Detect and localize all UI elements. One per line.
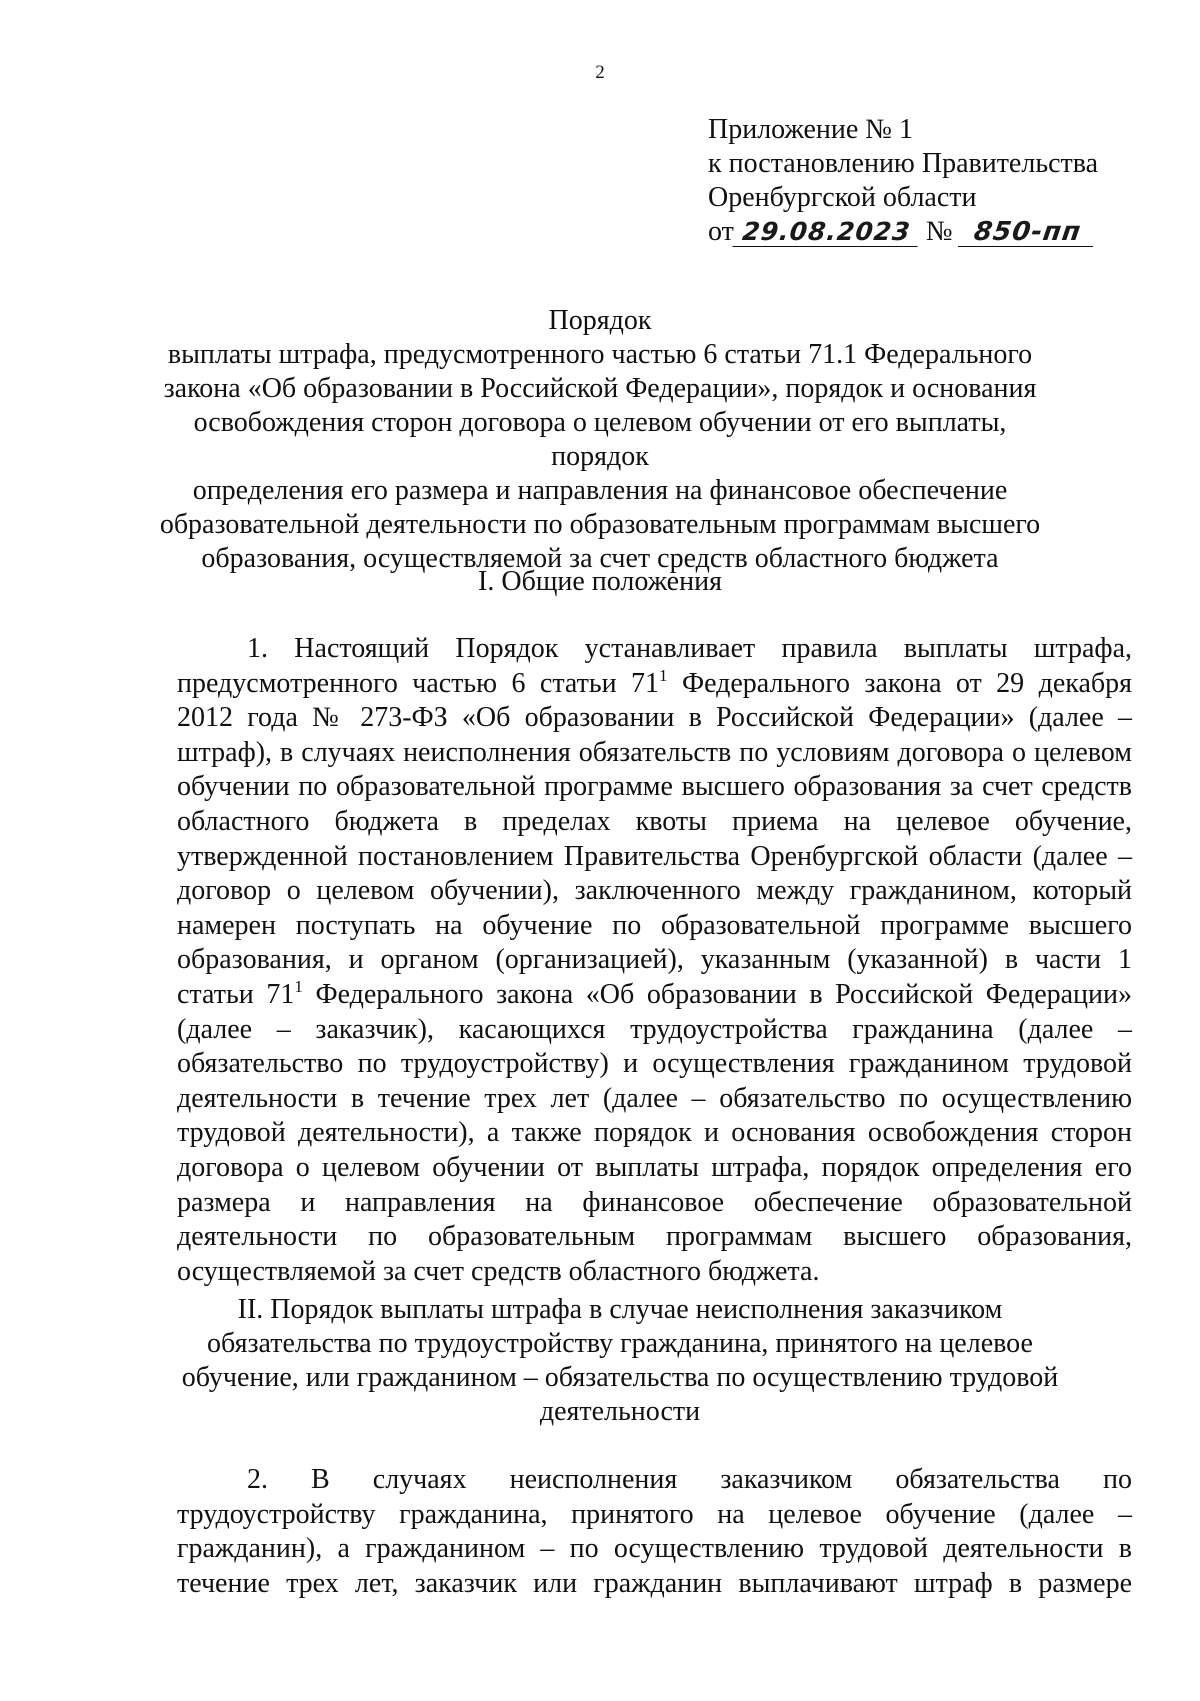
- heading-line: деятельности: [539, 1396, 701, 1427]
- paragraph-1: [177, 632, 1132, 1289]
- text-segment: Федерального закона от 29 декабря: [667, 667, 1133, 699]
- text-line: договор о целевом обучении), заключенного между гражданином, который: [177, 875, 1132, 907]
- text-line: (далее – заказчик), касающихся трудоустройства гражданина (далее –: [177, 1013, 1132, 1045]
- text-line: обязательство по трудоустройству) и осуществления гражданином трудовой: [177, 1048, 1132, 1080]
- superscript: 1: [294, 976, 303, 996]
- text-line: намерен поступать на обучение по образовательной программе высшего: [177, 909, 1132, 941]
- text-line: договора о целевом обучении от выплаты штрафа, порядок определения его: [177, 1151, 1132, 1183]
- text-line: областного бюджета в пределах квоты приема на целевое обучение,: [177, 805, 1132, 837]
- text-line: размера и направления на финансовое обеспечение образовательной: [177, 1186, 1132, 1218]
- from-label: от: [708, 216, 734, 247]
- appendix-line-2: к постановлению Правительства: [708, 148, 1099, 179]
- heading-line: обязательства по трудоустройству гражданина, принятого на целевое: [207, 1328, 1033, 1359]
- paragraph-2: [177, 1463, 1132, 1601]
- text-segment: статьи 71: [177, 978, 295, 1010]
- handwritten-number: 850-пп: [958, 218, 1097, 247]
- heading-line: обучение, или гражданином – обязательства по осуществлению трудовой: [181, 1362, 1059, 1393]
- page-number: 2: [595, 62, 605, 83]
- title-line: определения его размера и направления на финансовое обеспечение: [192, 475, 1008, 506]
- text-line: деятельности в течение трех лет (далее – обязательство по осуществлению: [177, 1082, 1132, 1114]
- superscript: 1: [659, 665, 668, 685]
- appendix-date-line: [708, 215, 1098, 249]
- text-line: осуществляемой за счет средств областного бюджета.: [177, 1255, 820, 1287]
- text-line: трудовой деятельности), а также порядок и основания освобождения сторон: [177, 1117, 1132, 1149]
- appendix-line-3: Оренбургской области: [708, 182, 977, 213]
- title-line: освобождения сторон договора о целевом обучении от его выплаты, порядок: [193, 407, 1007, 472]
- heading-line: II. Порядок выплаты штрафа в случае неисполнения заказчиком: [237, 1294, 1003, 1325]
- text-line: гражданин), а гражданином – по осуществлению трудовой деятельности в: [177, 1533, 1132, 1565]
- document-title: [150, 304, 1050, 576]
- number-label: №: [925, 216, 953, 247]
- text-line: утвержденной постановлением Правительства Оренбургской области (далее –: [177, 840, 1132, 872]
- text-line: обучении по образовательной программе высшего образования за счет средств: [177, 771, 1132, 803]
- text-line: течение трех лет, заказчик или гражданин выплачивают штраф в размере: [177, 1567, 1132, 1599]
- text-segment: предусмотренного частью 6 статьи 71: [177, 667, 660, 699]
- appendix-block: [708, 113, 1098, 249]
- section-2-heading: [170, 1293, 1070, 1429]
- text-line: 2012 года № 273-ФЗ «Об образовании в Российской Федерации» (далее –: [177, 702, 1132, 734]
- handwritten-date: 29.08.2023: [732, 218, 920, 247]
- title-heading: Порядок: [548, 305, 652, 336]
- section-1-heading: I. Общие положения: [478, 566, 722, 597]
- text-line: деятельности по образовательным программам высшего образования,: [177, 1221, 1132, 1253]
- text-line: образования, и органом (организацией), указанным (указанной) в части 1: [177, 944, 1132, 976]
- title-line: образовательной деятельности по образовательным программам высшего: [159, 509, 1041, 540]
- text-line: 2. В случаях неисполнения заказчиком обязательства по: [247, 1464, 1132, 1495]
- text-line: трудоустройству гражданина, принятого на целевое обучение (далее –: [177, 1498, 1132, 1530]
- appendix-line-1: Приложение № 1: [708, 114, 913, 145]
- title-line: выплаты штрафа, предусмотренного частью 6 статьи 71.1 Федерального: [167, 339, 1033, 370]
- text-line: [177, 978, 1132, 1013]
- text-line: [177, 667, 1132, 702]
- text-line: 1. Настоящий Порядок устанавливает правила выплаты штрафа,: [247, 633, 1132, 664]
- text-segment: Федерального закона «Об образовании в Российской Федерации»: [302, 978, 1132, 1010]
- text-line: штраф), в случаях неисполнения обязательств по условиям договора о целевом: [177, 736, 1132, 768]
- title-line: образования, осуществляемой за счет средств областного бюджета: [201, 543, 999, 574]
- title-line: закона «Об образовании в Российской Федерации», порядок и основания: [163, 373, 1037, 404]
